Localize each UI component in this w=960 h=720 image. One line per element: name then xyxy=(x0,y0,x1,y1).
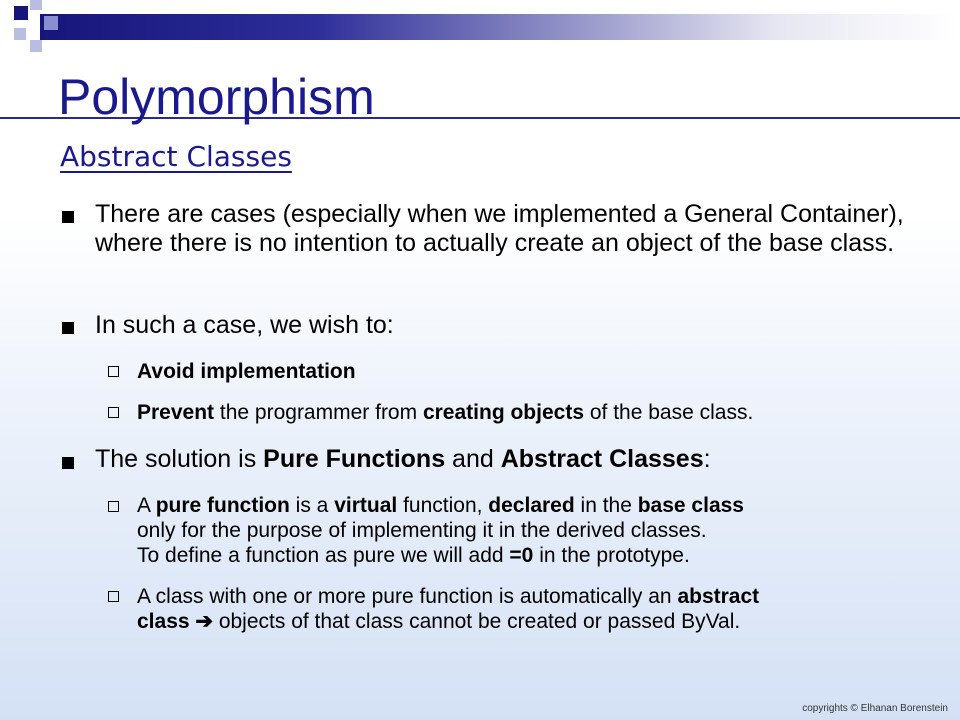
copyright-footer: copyrights © Elhanan Borenstein xyxy=(802,703,948,714)
text: The solution is xyxy=(95,445,264,473)
text-bold: Abstract Classes xyxy=(500,445,704,473)
page-title: Polymorphism xyxy=(58,69,375,125)
sub-bullet-marker xyxy=(108,501,119,512)
line xyxy=(137,543,937,568)
text-bold: base class xyxy=(637,494,744,517)
bullet-2-sub-2 xyxy=(137,400,753,425)
text: : xyxy=(703,445,711,473)
sub-bullet-marker xyxy=(108,366,119,377)
bullet-marker xyxy=(62,211,74,223)
text-bold: class xyxy=(137,610,190,633)
text-bold: Pure Functions xyxy=(263,445,446,473)
text-bold: =0 xyxy=(509,544,534,567)
text: A xyxy=(137,494,156,517)
arrow-icon: ➔ xyxy=(189,610,219,633)
sub-bullet-marker xyxy=(108,591,119,602)
bullet-2-text: In such a case, we wish to: xyxy=(95,311,394,339)
page-subtitle: Abstract Classes xyxy=(60,140,292,173)
text-bold: abstract xyxy=(677,585,760,608)
bullet-marker xyxy=(62,322,74,334)
text: in the xyxy=(574,494,638,517)
corner-square-3 xyxy=(44,16,58,30)
bullet-3-sub-2 xyxy=(137,584,937,634)
line: only for the purpose of implementing it in the derived classes. xyxy=(137,519,707,542)
bullet-3-text xyxy=(95,445,711,474)
line xyxy=(137,493,937,518)
text: of the base class. xyxy=(584,401,754,424)
text: is a xyxy=(289,494,335,517)
bullet-3-sub-1 xyxy=(137,493,937,568)
header-decoration-bar xyxy=(40,14,960,40)
corner-square-4 xyxy=(14,28,26,40)
bullet-2-sub-1 xyxy=(137,359,356,384)
text: function, xyxy=(397,494,489,517)
text: A class with one or more pure function is automatically an xyxy=(137,585,678,608)
text: and xyxy=(445,445,501,473)
text-bold: Prevent xyxy=(137,401,215,424)
corner-square-5 xyxy=(30,40,42,52)
text-bold: pure function xyxy=(155,494,290,517)
text-bold: declared xyxy=(488,494,575,517)
bullet-1-text: There are cases (especially when we implemented a General Container), where there is no intention to actually create an object of the base class. xyxy=(95,200,904,257)
sub-bullet-marker xyxy=(108,407,119,418)
bullet-marker xyxy=(62,457,74,469)
text-bold: virtual xyxy=(334,494,398,517)
corner-square-1 xyxy=(14,6,28,20)
line xyxy=(137,584,937,609)
text: in the prototype. xyxy=(533,544,690,567)
corner-square-2 xyxy=(30,0,42,10)
text: To define a function as pure we will add xyxy=(137,544,510,567)
text: the programmer from xyxy=(214,401,423,424)
text-bold: creating objects xyxy=(422,401,585,424)
sub-1-bold: Avoid implementation xyxy=(137,360,356,383)
line xyxy=(137,609,937,634)
text: objects of that class cannot be created or passed ByVal. xyxy=(218,610,741,633)
